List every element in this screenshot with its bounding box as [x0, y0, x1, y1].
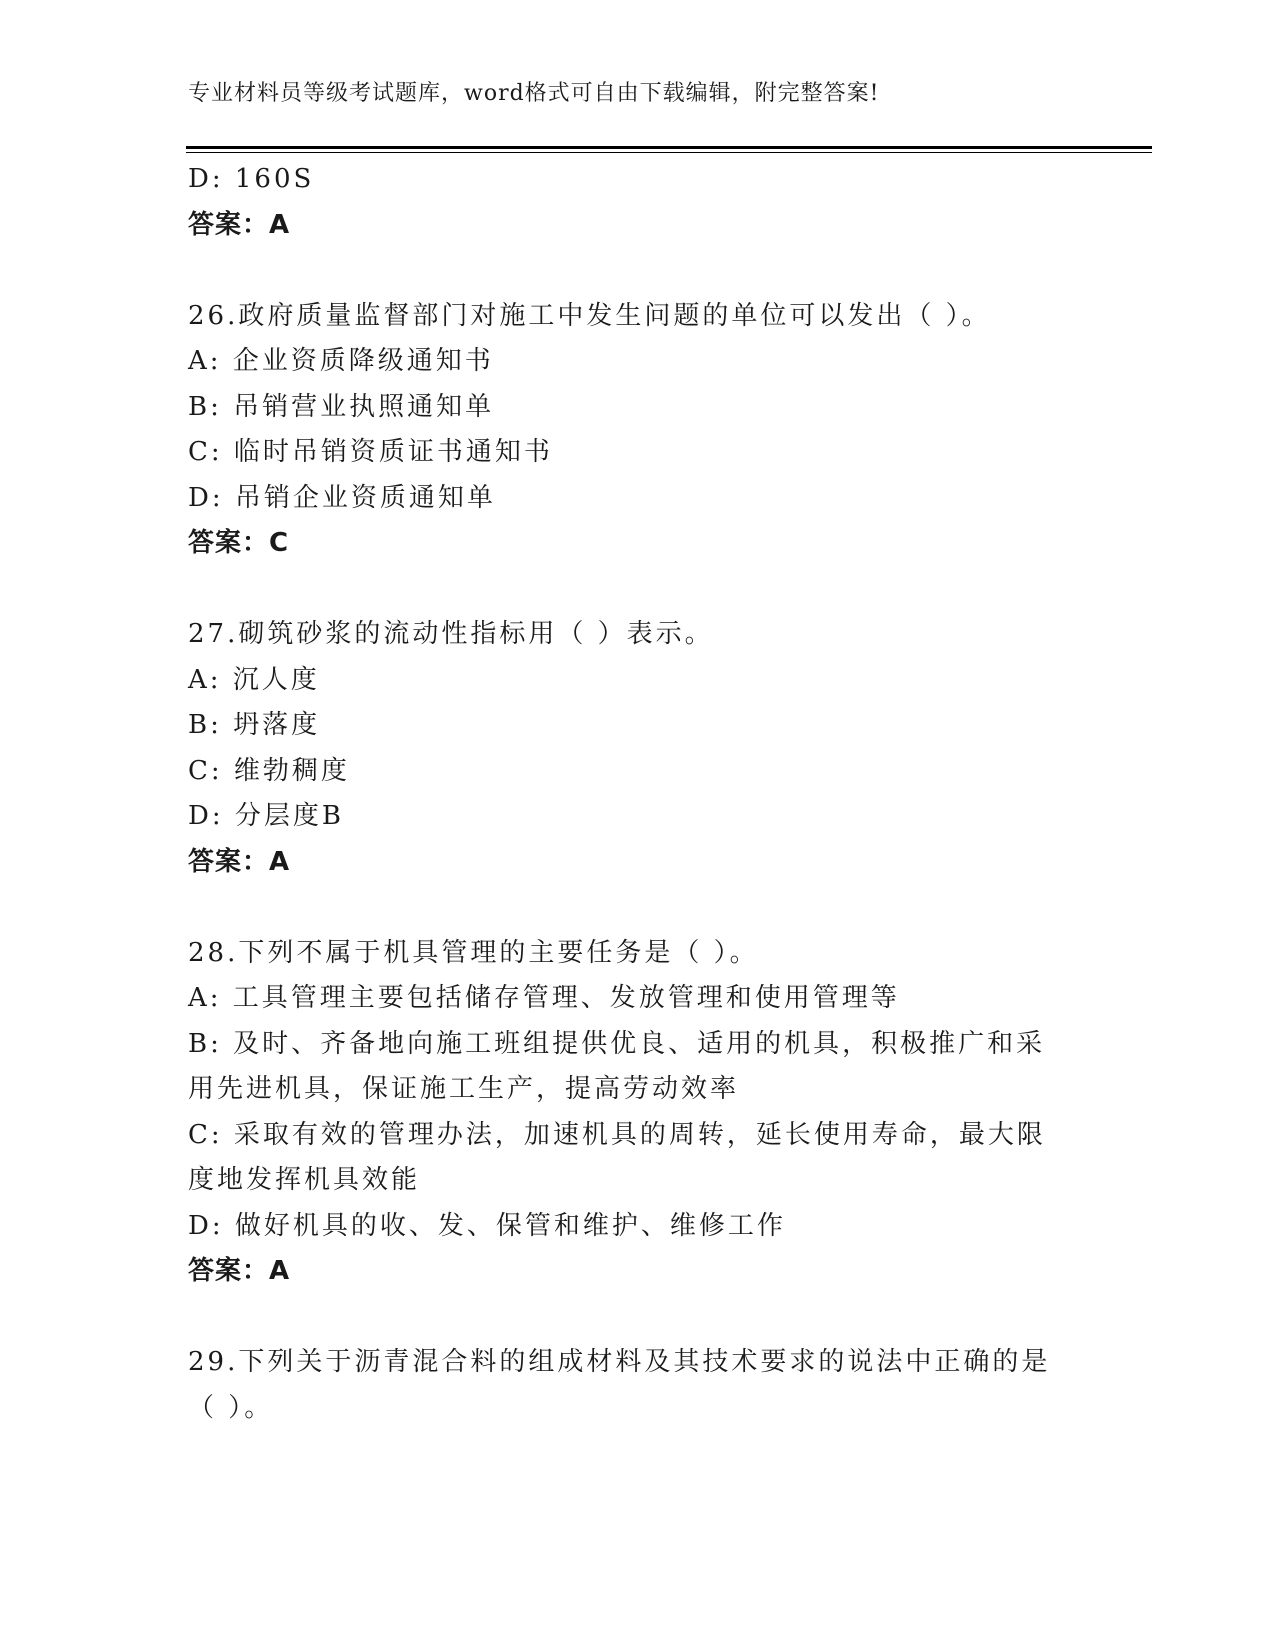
option-d: D: 160S: [188, 164, 315, 194]
spacer: [188, 567, 1088, 613]
answer: 答案：A: [188, 209, 291, 240]
option-d: D: 分层度B: [188, 801, 344, 831]
answer: 答案：A: [188, 1256, 291, 1286]
spacer: [188, 1295, 1088, 1341]
answer: 答案：C: [188, 528, 290, 558]
header-rule-thin: [186, 152, 1152, 153]
question-stem: 28.下列不属于机具管理的主要任务是（ ）。: [188, 937, 759, 968]
option-b: B: 吊销营业执照通知单: [188, 391, 495, 422]
question-stem: 29.下列关于沥青混合料的组成材料及其技术要求的说法中正确的是（ ）。: [188, 1347, 1051, 1423]
question-content: [188, 157, 1088, 1431]
option-b: B: 坍落度: [188, 710, 321, 740]
option-b: B: 及时、齐备地向施工班组提供优良、适用的机具，积极推广和采用先进机具，保证施工生产，提高劳动效率: [188, 1028, 1046, 1104]
question-stem: 26.政府质量监督部门对施工中发生问题的单位可以发出（ ）。: [188, 300, 991, 331]
option-a: A: 企业资质降级通知书: [188, 346, 494, 376]
option-d: D: 吊销企业资质通知单: [188, 482, 496, 513]
answer: 答案：A: [188, 846, 291, 877]
option-d: D: 做好机具的收、发、保管和维护、维修工作: [188, 1210, 786, 1241]
spacer: [188, 248, 1088, 294]
option-c: C: 采取有效的管理办法，加速机具的周转，延长使用寿命，最大限度地发挥机具效能: [188, 1119, 1046, 1195]
option-c: C: 维勃稠度: [188, 755, 350, 786]
spacer: [188, 885, 1088, 931]
page-header: 专业材料员等级考试题库，word格式可自由下载编辑，附完整答案!: [188, 81, 880, 106]
option-a: A: 沉人度: [188, 664, 320, 695]
header-rule-thick: [186, 146, 1152, 149]
question-stem: 27.砌筑砂浆的流动性指标用（ ）表示。: [188, 619, 714, 649]
option-c: C: 临时吊销资质证书通知书: [188, 437, 553, 467]
option-a: A: 工具管理主要包括储存管理、发放管理和使用管理等: [188, 983, 900, 1013]
